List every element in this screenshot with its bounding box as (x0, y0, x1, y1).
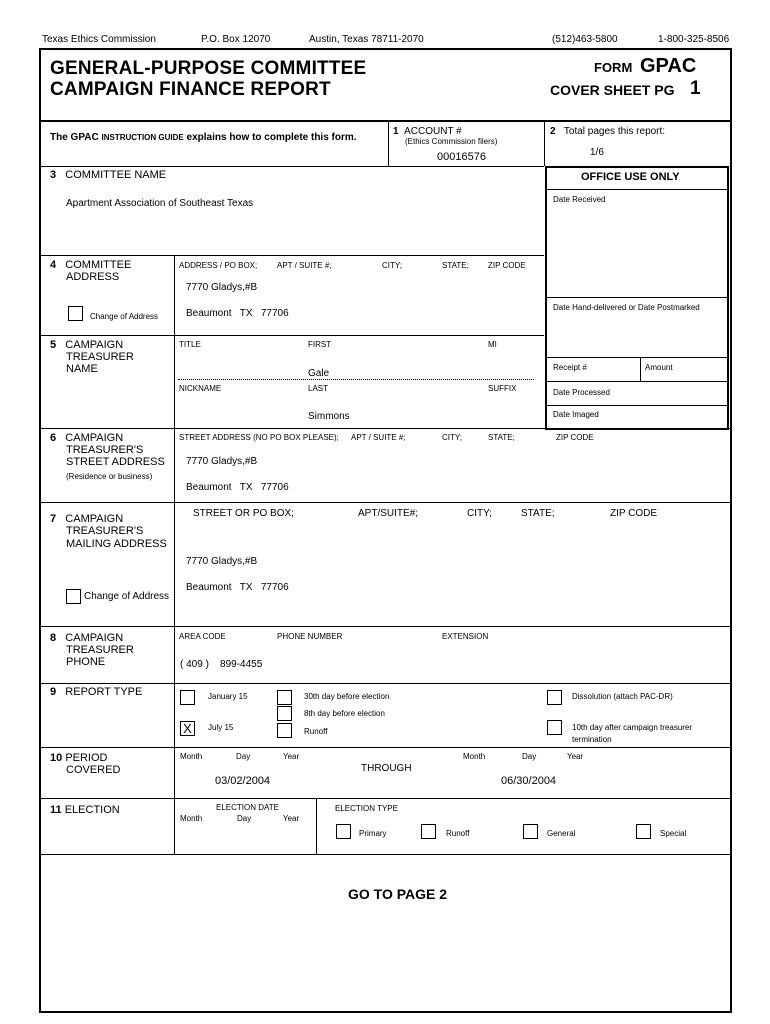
treasurer-mailing-city: Beaumont TX 77706 (186, 582, 289, 593)
tenth-day-label-2: termination (572, 735, 612, 744)
election-label (50, 804, 120, 816)
instructions-pre: The GPAC (50, 132, 99, 143)
toll-free: 1-800-325-8506 (658, 34, 730, 45)
period-to-day: Day (522, 752, 537, 761)
runoff-report-label: Runoff (304, 727, 328, 736)
total-pages-text: Total pages this report: (563, 126, 666, 137)
instructions-post: explains how to complete this form. (186, 132, 357, 143)
account-label: ACCOUNT # (404, 126, 462, 137)
col-last: LAST (308, 384, 329, 393)
instructions-text (50, 132, 357, 143)
total-pages-num: 2 (550, 126, 556, 137)
treasurer-name-num: 5 (50, 339, 57, 351)
committee-address-num: 4 (50, 259, 57, 271)
treasurer-street-label (50, 432, 123, 444)
treasurer-name-label3: NAME (66, 363, 98, 375)
committee-name-label (50, 169, 166, 181)
col-apt7: APT/SUITE#; (358, 508, 419, 519)
col-state6: STATE; (488, 433, 515, 442)
phone: (512)463-5800 (552, 34, 618, 45)
report-type-label (50, 686, 142, 698)
committee-address-label1: COMMITTEE (65, 259, 132, 271)
election-text: ELECTION (64, 804, 120, 816)
committee-address-label2: ADDRESS (66, 271, 120, 283)
committee-change-address-checkbox[interactable] (68, 306, 83, 321)
mailing-change-address-label: Change of Address (84, 591, 170, 602)
election-date-label: ELECTION DATE (216, 803, 279, 812)
agency-name: Texas Ethics Commission (42, 34, 156, 45)
col-first: FIRST (308, 340, 332, 349)
committee-city-state-zip: Beaumont TX 77706 (186, 308, 289, 319)
election-type-label: ELECTION TYPE (335, 804, 398, 813)
committee-name-text: COMMITTEE NAME (65, 169, 167, 181)
period-from-month: Month (180, 752, 203, 761)
primary-label: Primary (359, 829, 387, 838)
total-pages-value: 1/6 (590, 147, 604, 158)
receipt-label: Receipt # (553, 363, 587, 372)
special-checkbox[interactable] (636, 824, 651, 839)
cover-sheet-label: COVER SHEET PG (550, 82, 675, 98)
treasurer-phone-label3: PHONE (66, 656, 106, 668)
treasurer-first: Gale (308, 368, 330, 379)
col-state7: STATE; (521, 508, 555, 519)
day8-checkbox[interactable] (277, 706, 292, 721)
treasurer-mailing-street: 7770 Gladys,#B (186, 556, 258, 567)
treasurer-mailing-label1: CAMPAIGN (65, 513, 124, 525)
treasurer-name-label1: CAMPAIGN (65, 339, 124, 351)
date-imaged-label: Date Imaged (553, 410, 599, 419)
col-apt6: APT / SUITE #; (351, 433, 406, 442)
period-label1: PERIOD (65, 752, 108, 764)
treasurer-name-label (50, 339, 123, 351)
runoff-election-label: Runoff (446, 829, 470, 838)
general-label: General (547, 829, 576, 838)
dissolution-checkbox[interactable] (547, 690, 562, 705)
tenth-day-checkbox[interactable] (547, 720, 562, 735)
instruction-guide: INSTRUCTION GUIDE (101, 133, 184, 142)
page-number: 1 (690, 78, 701, 99)
day30-label: 30th day before election (304, 692, 390, 701)
account-num: 1 (393, 126, 399, 137)
period-from-day: Day (236, 752, 251, 761)
committee-street: 7770 Gladys,#B (186, 282, 258, 293)
col-city6: CITY; (442, 433, 462, 442)
treasurer-mailing-label (50, 513, 123, 525)
jul15-checkbox[interactable] (180, 721, 195, 736)
election-month: Month (180, 814, 203, 823)
account-sub: (Ethics Commission filers) (405, 137, 498, 146)
election-day: Day (237, 814, 252, 823)
treasurer-street-label4: (Residence or business) (66, 472, 153, 481)
date-received-label: Date Received (553, 195, 606, 204)
treasurer-phone-label (50, 632, 123, 644)
dissolution-label: Dissolution (attach PAC-DR) (572, 692, 673, 701)
treasurer-name-label2: TREASURER (66, 351, 134, 363)
treasurer-mailing-label2: TREASURER'S (66, 525, 144, 537)
committee-address-label (50, 259, 131, 271)
jul15-checkmark: X (183, 721, 192, 736)
committee-name-value: Apartment Association of Southeast Texas (66, 198, 254, 209)
report-type-num: 9 (50, 686, 57, 698)
period-to-month: Month (463, 752, 486, 761)
col-mi: MI (488, 340, 497, 349)
committee-name-num: 3 (50, 169, 57, 181)
office-use-title: OFFICE USE ONLY (581, 171, 680, 183)
special-label: Special (660, 829, 687, 838)
treasurer-street-value: 7770 Gladys,#B (186, 456, 258, 467)
date-processed-label: Date Processed (553, 388, 610, 397)
election-num: 11 (50, 804, 62, 816)
treasurer-street-city: Beaumont TX 77706 (186, 482, 289, 493)
mailing-change-address-checkbox[interactable] (66, 589, 81, 604)
col-state: STATE; (442, 261, 469, 270)
treasurer-street-label3: STREET ADDRESS (66, 456, 165, 468)
treasurer-mailing-label3: MAILING ADDRESS (66, 538, 167, 550)
period-to-value: 06/30/2004 (501, 775, 557, 787)
runoff-report-checkbox[interactable] (277, 723, 292, 738)
col-ext: EXTENSION (442, 632, 489, 641)
treasurer-phone-label1: CAMPAIGN (65, 632, 124, 644)
col-suffix: SUFFIX (488, 384, 517, 393)
col-zip6: ZIP CODE (556, 433, 594, 442)
total-pages-label (550, 126, 665, 137)
title-line-2: CAMPAIGN FINANCE REPORT (50, 79, 331, 100)
title-line-1: GENERAL-PURPOSE COMMITTEE (50, 58, 367, 79)
period-to-year: Year (567, 752, 584, 761)
primary-checkbox[interactable] (336, 824, 351, 839)
col-street7: STREET OR PO BOX; (193, 508, 294, 519)
col-phone: PHONE NUMBER (277, 632, 343, 641)
date-hand-delivered-label: Date Hand-delivered or Date Postmarked (553, 303, 700, 312)
treasurer-mailing-num: 7 (50, 513, 57, 525)
po-box: P.O. Box 12070 (201, 34, 271, 45)
treasurer-phone-num: 8 (50, 632, 57, 644)
treasurer-last: Simmons (308, 411, 350, 422)
jul15-label: July 15 (208, 723, 234, 732)
treasurer-phone-value: ( 409 ) 899-4455 (180, 659, 263, 670)
col-street6: STREET ADDRESS (NO PO BOX PLEASE); (179, 433, 339, 442)
tenth-day-label-1: 10th day after campaign treasurer (572, 723, 693, 732)
period-from-year: Year (283, 752, 300, 761)
period-num: 10 (50, 752, 63, 764)
col-city7: CITY; (467, 508, 492, 519)
election-year: Year (283, 814, 300, 823)
account-value: 00016576 (437, 151, 486, 163)
account-number-label (393, 126, 462, 137)
col-city: CITY; (382, 261, 402, 270)
form-code: GPAC (640, 55, 697, 77)
jan15-label: January 15 (208, 692, 248, 701)
treasurer-street-label1: CAMPAIGN (65, 432, 124, 444)
col-apt: APT / SUITE #; (277, 261, 332, 270)
col-area: AREA CODE (179, 632, 226, 641)
period-label (50, 752, 108, 764)
general-checkbox[interactable] (523, 824, 538, 839)
go-to-page-2: GO TO PAGE 2 (348, 886, 448, 902)
through-label: THROUGH (361, 763, 412, 774)
col-zip7: ZIP CODE (610, 508, 658, 519)
city-line: Austin, Texas 78711-2070 (309, 34, 424, 45)
col-nickname: NICKNAME (179, 384, 222, 393)
jan15-checkbox[interactable] (180, 690, 195, 705)
period-label2: COVERED (66, 764, 121, 776)
treasurer-phone-label2: TREASURER (66, 644, 134, 656)
committee-change-address-label: Change of Address (90, 312, 159, 321)
amount-label: Amount (645, 363, 673, 372)
form-label: FORM (594, 60, 633, 75)
day30-checkbox[interactable] (277, 690, 292, 705)
day8-label: 8th day before election (304, 709, 385, 718)
report-type-text: REPORT TYPE (65, 686, 143, 698)
period-from-value: 03/02/2004 (215, 775, 271, 787)
col-title: TITLE (179, 340, 201, 349)
treasurer-street-label2: TREASURER'S (66, 444, 144, 456)
runoff-election-checkbox[interactable] (421, 824, 436, 839)
treasurer-street-num: 6 (50, 432, 57, 444)
col-address: ADDRESS / PO BOX; (179, 261, 258, 270)
col-zip: ZIP CODE (488, 261, 526, 270)
